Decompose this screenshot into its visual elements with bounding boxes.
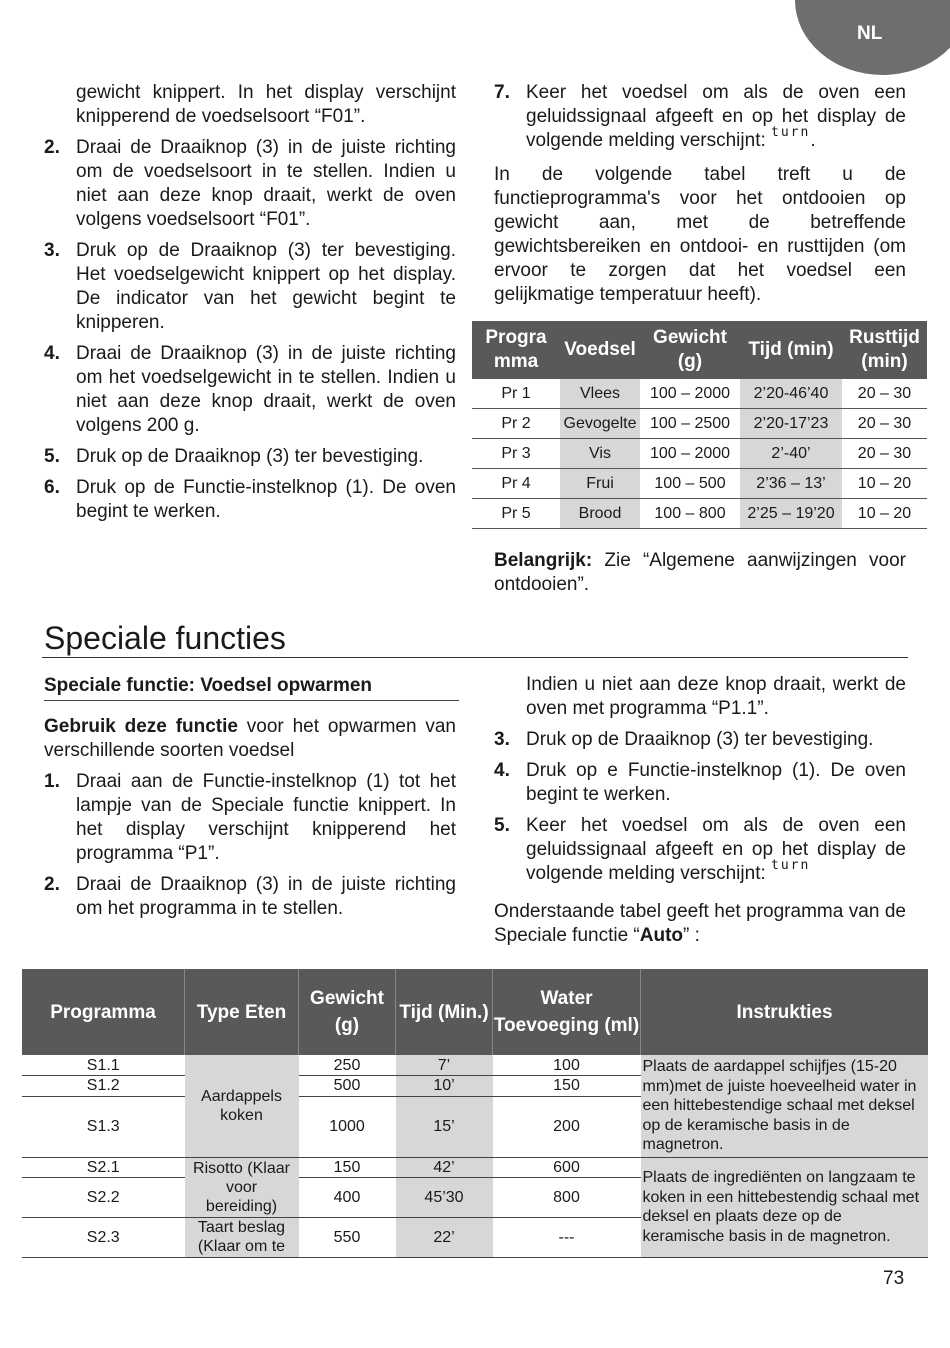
step-text: Draai de Draaiknop (3) in de juiste richting om het voedselgewicht in te stellen. Indien u niet aan deze knop draait, werkt de oven volgens 200 g.: [76, 343, 456, 436]
col-header: Tijd (Min.): [396, 969, 493, 1055]
left-bottom-column: [44, 715, 456, 921]
step-text: Druk op de Functie-instelknop (1). De oven begint te werken.: [76, 477, 456, 522]
language-tab: [795, 0, 950, 75]
table-row: [22, 1157, 928, 1177]
weight-cell: 1000: [299, 1096, 396, 1157]
language-code: NL: [857, 23, 883, 44]
water-cell: 800: [493, 1177, 641, 1217]
step-number: 5.: [494, 815, 510, 836]
table-row: [22, 1055, 928, 1076]
food-cell: Vlees: [560, 379, 640, 409]
weight-cell: 150: [299, 1157, 396, 1177]
step-text: Keer het voedsel om als de oven een geluidssignaal afgeeft en op het display de volgende melding verschijnt:: [526, 82, 906, 151]
program-cell: S1.2: [22, 1076, 185, 1097]
time-cell: 2’20-46’40: [740, 379, 842, 409]
food-cell: Vis: [560, 439, 640, 469]
right-top-column: [494, 81, 906, 307]
col-header: Gewicht (g): [640, 321, 740, 379]
weight-cell: 100 – 2000: [640, 439, 740, 469]
program-cell: S2.1: [22, 1157, 185, 1177]
program-cell: S2.3: [22, 1217, 185, 1257]
program-cell: Pr 1: [472, 379, 560, 409]
continued-text: Indien u niet aan deze knop draait, werkt de oven met programma “P1.1”.: [526, 674, 906, 719]
usage-intro-text: voor het opwarmen van verschillende soorten voedsel: [44, 716, 456, 761]
col-header: Tijd (min): [740, 321, 842, 379]
display-turn-icon: turn: [771, 125, 811, 140]
rest-time-cell: 10 – 20: [842, 469, 927, 499]
instructions-cell: Plaats de aardappel schijfjes (15-20 mm)met de juiste hoeveelheid water in een hittebestendige schaal met deksel op de keramische basis in de magnetron.: [641, 1055, 929, 1157]
note-paragraph: [494, 549, 906, 597]
intro-text-end: ” :: [683, 925, 700, 946]
step-number: 2.: [44, 137, 60, 158]
step-5: [494, 814, 906, 886]
continued-text: gewicht knippert. In het display verschijnt knipperend de voedselsoort “F01”.: [76, 82, 456, 127]
water-cell: 100: [493, 1055, 641, 1076]
program-cell: Pr 3: [472, 439, 560, 469]
table-header-row: [472, 321, 927, 379]
step-6: [44, 476, 456, 524]
rest-time-cell: 20 – 30: [842, 409, 927, 439]
step-1: [44, 770, 456, 866]
table-row: [472, 409, 927, 439]
time-cell: 15’: [396, 1096, 493, 1157]
step-number: 6.: [44, 477, 60, 498]
step-3: [494, 728, 906, 752]
step-7: [494, 81, 906, 153]
col-header: Instrukties: [641, 969, 929, 1055]
program-cell: S1.1: [22, 1055, 185, 1076]
time-cell: 45’30: [396, 1177, 493, 1217]
usage-intro: [44, 715, 456, 763]
program-cell: Pr 5: [472, 499, 560, 529]
time-cell: 2’36 – 13’: [740, 469, 842, 499]
rest-time-cell: 10 – 20: [842, 499, 927, 529]
note-text: Zie “Algemene aanwijzingen voor ontdooien”.: [494, 550, 906, 595]
weight-cell: 100 – 500: [640, 469, 740, 499]
period: .: [810, 130, 816, 151]
weight-cell: 550: [299, 1217, 396, 1257]
step-number: 3.: [494, 729, 510, 750]
section-divider: [42, 657, 908, 658]
step-text: Draai de Draaiknop (3) in de juiste richting om de voedselsoort in te stellen. Indien u niet aan deze knop draait, werkt de oven volgens voedselsoort “F01”.: [76, 137, 456, 230]
food-type-cell: Aardappels koken: [185, 1055, 299, 1157]
time-cell: 42’: [396, 1157, 493, 1177]
step-text: Draai de Draaiknop (3) in de juiste richting om het programma in te stellen.: [76, 874, 456, 919]
rest-time-cell: 20 – 30: [842, 379, 927, 409]
program-cell: Pr 4: [472, 469, 560, 499]
program-cell: Pr 2: [472, 409, 560, 439]
water-cell: 150: [493, 1076, 641, 1097]
instructions-cell: Plaats de ingrediënten on langzaam te koken in een hittebestendig schaal met deksel en plaats deze op de keramische basis in de magnetron.: [641, 1157, 929, 1257]
section-title: Speciale functies: [44, 620, 286, 656]
weight-cell: 500: [299, 1076, 396, 1097]
intro-text: Onderstaande tabel geeft het programma van de Speciale functie “: [494, 901, 906, 946]
col-header: Rusttijd (min): [842, 321, 927, 379]
step-text: Druk op de Draaiknop (3) ter bevestiging.: [526, 729, 874, 750]
table-row: [472, 499, 927, 529]
food-cell: Brood: [560, 499, 640, 529]
step-number: 4.: [44, 343, 60, 364]
time-cell: 2’20-17’23: [740, 409, 842, 439]
time-cell: 7’: [396, 1055, 493, 1076]
step-text: Druk op e Functie-instelknop (1). De oven begint te werken.: [526, 760, 906, 805]
left-top-column: [44, 81, 456, 524]
note-label: Belangrijk:: [494, 550, 593, 571]
usage-intro-bold: Gebruik deze functie: [44, 716, 238, 737]
rest-time-cell: 20 – 30: [842, 439, 927, 469]
display-turn-icon: turn: [771, 858, 811, 873]
step-4: [44, 342, 456, 438]
time-cell: 2’25 – 19’20: [740, 499, 842, 529]
step-text: Keer het voedsel om als de oven een geluidssignaal afgeeft en op het display de volgende melding verschijnt:: [526, 815, 906, 884]
step-4: [494, 759, 906, 807]
weight-cell: 400: [299, 1177, 396, 1217]
table-header-row: [22, 969, 928, 1055]
defrost-table: [472, 321, 927, 529]
step-text: Druk op de Draaiknop (3) ter bevestiging.: [76, 446, 424, 467]
intro-bold: Auto: [639, 925, 684, 946]
step-number: 1.: [44, 771, 60, 792]
col-header: Water Toevoeging (ml): [493, 969, 641, 1055]
subheading: Speciale functie: Voedsel opwarmen: [44, 675, 459, 701]
step-2: [44, 873, 456, 921]
table-row: [472, 439, 927, 469]
page-number: 73: [883, 1268, 905, 1289]
step-number: 5.: [44, 446, 60, 467]
weight-cell: 100 – 2500: [640, 409, 740, 439]
food-cell: Gevogelte: [560, 409, 640, 439]
col-header: Progra mma: [472, 321, 560, 379]
table-row: [472, 379, 927, 409]
food-type-cell: Risotto (Klaar voor bereiding): [185, 1157, 299, 1217]
table-intro: In de volgende tabel treft u de functieprogramma's voor het ontdooien op gewicht aan, met de betreffende gewichtsbereiken en ontdooi- en rusttijden (om ervoor te zorgen dat het voedsel een gelijkmatige temperatuur heeft).: [494, 164, 906, 305]
water-cell: ---: [493, 1217, 641, 1257]
step-number: 2.: [44, 874, 60, 895]
right-bottom-column: [494, 673, 906, 948]
special-function-table: [22, 969, 928, 1258]
food-cell: Frui: [560, 469, 640, 499]
program-cell: S1.3: [22, 1096, 185, 1157]
col-header: Gewicht (g): [299, 969, 396, 1055]
water-cell: 600: [493, 1157, 641, 1177]
program-cell: S2.2: [22, 1177, 185, 1217]
table2-intro: [494, 900, 906, 948]
time-cell: 22’: [396, 1217, 493, 1257]
step-3: [44, 239, 456, 335]
step-text: Draai aan de Functie-instelknop (1) tot het lampje van de Speciale functie knippert. In het display verschijnt knipperend het programma “P1”.: [76, 771, 456, 864]
step-number: 7.: [494, 82, 510, 103]
col-header: Programma: [22, 969, 185, 1055]
step-5: [44, 445, 456, 469]
weight-cell: 100 – 800: [640, 499, 740, 529]
water-cell: 200: [493, 1096, 641, 1157]
important-note: [494, 549, 906, 597]
time-cell: 10’: [396, 1076, 493, 1097]
step-text: Druk op de Draaiknop (3) ter bevestiging. Het voedselgewicht knippert op het display. De indicator van het gewicht begint te knipperen.: [76, 240, 456, 333]
step-2: [44, 136, 456, 232]
weight-cell: 100 – 2000: [640, 379, 740, 409]
food-type-cell: Taart beslag (Klaar om te: [185, 1217, 299, 1257]
col-header: Voedsel: [560, 321, 640, 379]
step-number: 4.: [494, 760, 510, 781]
step-number: 3.: [44, 240, 60, 261]
time-cell: 2’-40’: [740, 439, 842, 469]
weight-cell: 250: [299, 1055, 396, 1076]
table-row: [472, 469, 927, 499]
col-header: Type Eten: [185, 969, 299, 1055]
